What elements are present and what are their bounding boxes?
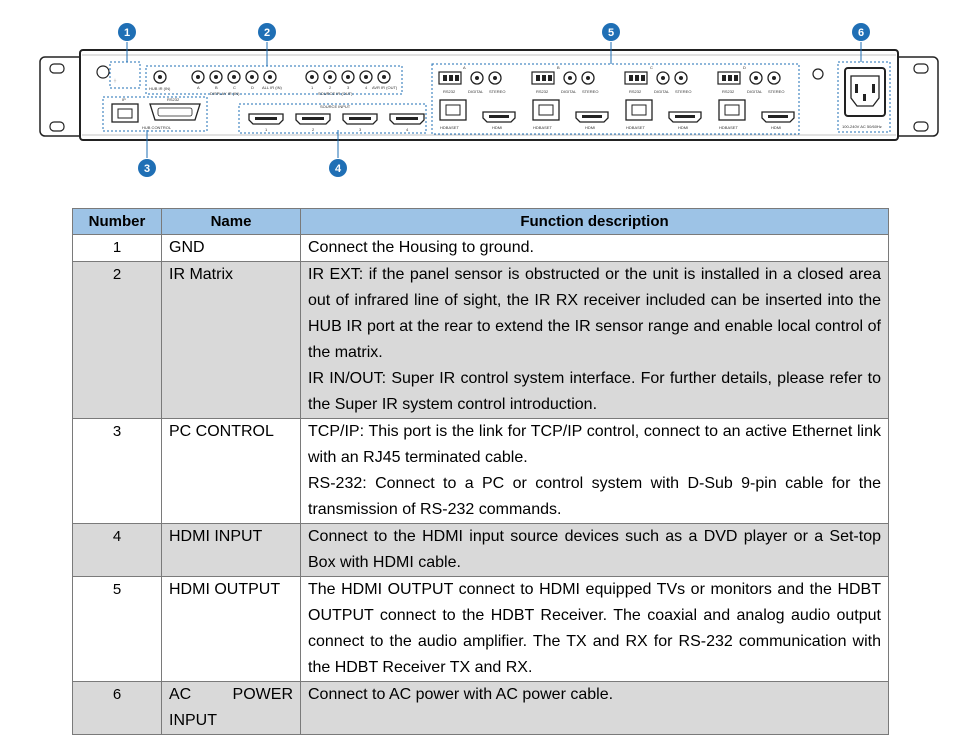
svg-text:STEREO: STEREO xyxy=(675,89,692,94)
row-number: 3 xyxy=(73,419,162,524)
row-name: AC POWER INPUT xyxy=(162,682,301,735)
callout-6: 6 xyxy=(857,27,865,39)
svg-text:A: A xyxy=(197,85,200,90)
rear-panel-diagram xyxy=(0,0,979,200)
svg-text:2: 2 xyxy=(329,85,332,90)
svg-text:HDBASET: HDBASET xyxy=(533,125,552,130)
row-number: 4 xyxy=(73,524,162,577)
svg-text:HUB IR (IN): HUB IR (IN) xyxy=(149,86,171,91)
svg-text:B: B xyxy=(557,65,560,70)
header-name: Name xyxy=(162,209,301,235)
svg-text:DIGITAL: DIGITAL xyxy=(561,89,577,94)
row-name: IR Matrix xyxy=(162,262,301,419)
row-name: HDMI INPUT xyxy=(162,524,301,577)
callout-5: 5 xyxy=(607,27,615,39)
table-row xyxy=(73,577,889,682)
svg-text:SOURCE INPUT: SOURCE INPUT xyxy=(320,104,351,109)
svg-text:DIGITAL: DIGITAL xyxy=(747,89,763,94)
svg-text:A: A xyxy=(463,65,466,70)
svg-text:RS232: RS232 xyxy=(629,89,642,94)
svg-text:HUB CONTROL: HUB CONTROL xyxy=(142,125,172,130)
svg-text:100-240V AC 50/60Hz: 100-240V AC 50/60Hz xyxy=(842,124,882,129)
header-number: Number xyxy=(73,209,162,235)
row-description: TCP/IP: This port is the link for TCP/IP control, connect to an active Ethernet link with an RJ45 terminated cable. RS-232: Connect to a PC or control system with D-Sub 9-pin cable for the transmission of RS-232 commands. xyxy=(301,419,889,524)
svg-text:ALL IR (IN): ALL IR (IN) xyxy=(262,85,282,90)
row-number: 2 xyxy=(73,262,162,419)
svg-text:HDBASET: HDBASET xyxy=(440,125,459,130)
row-description: IR EXT: if the panel sensor is obstructed or the unit is installed in a closed area out of infrared line of sight, the IR RX receiver included can be inserted into the HUB IR port at the rear to extend the IR sensor range and enable local control of the matrix. IR IN/OUT: Super IR control system interface. For further details, please refer to the Super IR system control introduction. xyxy=(301,262,889,419)
table-row xyxy=(73,419,889,524)
callout-4: 4 xyxy=(334,163,342,175)
svg-text:HDBASET: HDBASET xyxy=(626,125,645,130)
svg-text:SOURCE IR (OUT): SOURCE IR (OUT) xyxy=(318,91,353,96)
row-name: HDMI OUTPUT xyxy=(162,577,301,682)
table-row xyxy=(73,682,889,735)
svg-text:DIGITAL: DIGITAL xyxy=(654,89,670,94)
svg-text:STEREO: STEREO xyxy=(489,89,506,94)
svg-text:4: 4 xyxy=(406,127,409,132)
svg-text:3: 3 xyxy=(347,85,350,90)
svg-text:HDMI: HDMI xyxy=(585,125,596,130)
table-row xyxy=(73,262,889,419)
header-function-description: Function description xyxy=(301,209,889,235)
row-number: 1 xyxy=(73,235,162,262)
svg-text:D: D xyxy=(251,85,254,90)
row-description: Connect to AC power with AC power cable. xyxy=(301,682,889,735)
row-number: 5 xyxy=(73,577,162,682)
svg-text:RS232: RS232 xyxy=(536,89,549,94)
table-row xyxy=(73,235,889,262)
svg-text:RS232: RS232 xyxy=(722,89,735,94)
svg-text:⏚: ⏚ xyxy=(113,78,117,83)
row-name: PC CONTROL xyxy=(162,419,301,524)
svg-text:DISPLAY IR (IN): DISPLAY IR (IN) xyxy=(210,91,240,96)
svg-text:RS232: RS232 xyxy=(443,89,456,94)
svg-text:2: 2 xyxy=(312,127,315,132)
svg-text:C: C xyxy=(233,85,236,90)
svg-text:1: 1 xyxy=(311,85,314,90)
callout-3: 3 xyxy=(143,163,151,175)
table-header-row xyxy=(73,209,889,235)
row-name: GND xyxy=(162,235,301,262)
svg-text:4: 4 xyxy=(365,85,368,90)
svg-text:RS232: RS232 xyxy=(167,97,180,102)
svg-text:STEREO: STEREO xyxy=(582,89,599,94)
callout-2: 2 xyxy=(263,27,271,39)
table-row xyxy=(73,524,889,577)
svg-text:HDMI: HDMI xyxy=(492,125,503,130)
svg-text:IP: IP xyxy=(122,97,126,102)
row-description: Connect to the HDMI input source devices such as a DVD player or a Set-top Box with HDMI cable. xyxy=(301,524,889,577)
svg-text:DIGITAL: DIGITAL xyxy=(468,89,484,94)
svg-text:AVR IR (OUT): AVR IR (OUT) xyxy=(372,85,398,90)
row-description: Connect the Housing to ground. xyxy=(301,235,889,262)
svg-text:STEREO: STEREO xyxy=(768,89,785,94)
svg-text:HDBASET: HDBASET xyxy=(719,125,738,130)
row-number: 6 xyxy=(73,682,162,735)
svg-text:D: D xyxy=(743,65,746,70)
svg-text:HDMI: HDMI xyxy=(771,125,782,130)
svg-text:B: B xyxy=(215,85,218,90)
svg-text:HDMI: HDMI xyxy=(678,125,689,130)
function-table xyxy=(72,208,889,735)
svg-text:C: C xyxy=(650,65,653,70)
row-description: The HDMI OUTPUT connect to HDMI equipped TVs or monitors and the HDBT OUTPUT connect to the HDBT Receiver. The coaxial and analog audio output connect to the audio amplifier. The TX and RX for RS-232 communication with the HDBT Receiver TX and RX. xyxy=(301,577,889,682)
svg-text:1: 1 xyxy=(265,127,268,132)
callout-1: 1 xyxy=(123,27,131,39)
svg-text:3: 3 xyxy=(359,127,362,132)
